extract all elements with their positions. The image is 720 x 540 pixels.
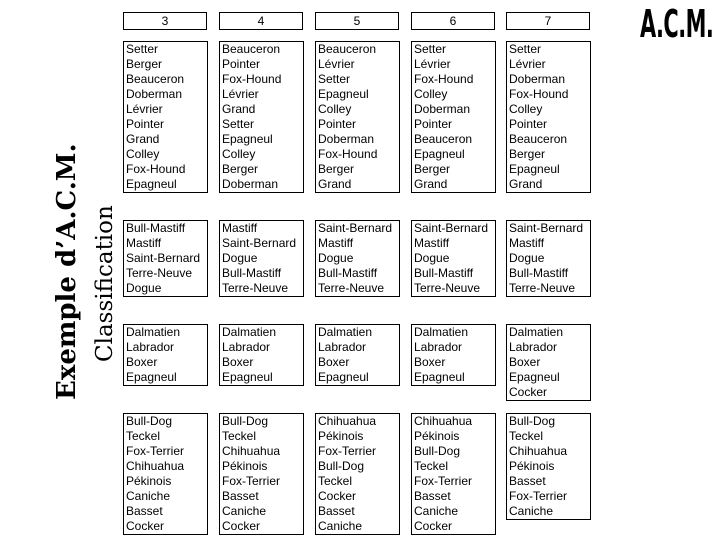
breed-item: Grand [414, 177, 448, 191]
breed-item: Colley [414, 87, 448, 101]
cluster-box [123, 41, 208, 193]
breed-item: Chihuahua [126, 459, 185, 473]
breed-item: Doberman [414, 102, 471, 116]
breed-item: Basset [509, 474, 546, 488]
breed-item: Epagneul [222, 132, 273, 146]
breed-item: Lévrier [126, 102, 163, 116]
breed-item: Bull-Mastiff [509, 266, 569, 280]
breed-item: Doberman [509, 72, 566, 86]
slide-title [24, 0, 118, 400]
breed-item: Fox-Hound [509, 87, 569, 101]
breed-item: Colley [126, 147, 160, 161]
breed-item: Dogue [126, 281, 162, 295]
breed-item: Dalmatien [126, 325, 181, 339]
breed-item: Berger [414, 162, 451, 176]
breed-item: Pointer [414, 117, 453, 131]
breed-item: Epagneul [509, 370, 560, 384]
breed-item: Epagneul [222, 370, 273, 384]
breed-item: Fox-Terrier [509, 489, 568, 503]
breed-item: Bull-Mastiff [318, 266, 378, 280]
breed-item: Labrador [318, 340, 367, 354]
cluster-box [411, 413, 496, 535]
breed-item: Bull-Mastiff [222, 266, 282, 280]
breed-item: Fox-Hound [318, 147, 378, 161]
breed-item: Caniche [126, 489, 171, 503]
cluster-box [411, 324, 496, 386]
breed-item: Teckel [222, 429, 257, 443]
breed-item: Terre-Neuve [126, 266, 193, 280]
breed-item: Grand [509, 177, 543, 191]
breed-item: Labrador [126, 340, 175, 354]
column-header-3: 3 [123, 12, 207, 30]
breed-item: Fox-Hound [126, 162, 186, 176]
cluster-box [506, 413, 591, 520]
breed-item: Mastiff [318, 236, 354, 250]
breed-item: Cocker [509, 385, 548, 399]
cluster-box [315, 220, 400, 297]
cluster-box [315, 324, 400, 386]
breed-item: Dogue [222, 251, 258, 265]
column-header-4: 4 [219, 12, 303, 30]
cluster-box [411, 41, 496, 193]
breed-item: Grand [222, 102, 256, 116]
breed-item: Chihuahua [509, 444, 568, 458]
breed-item: Labrador [222, 340, 271, 354]
breed-item: Setter [414, 42, 447, 56]
breed-item: Mastiff [126, 236, 162, 250]
breed-item: Fox-Terrier [126, 444, 185, 458]
breed-item: Basset [414, 489, 451, 503]
breed-item: Bull-Dog [414, 444, 461, 458]
breed-item: Saint-Bernard [318, 221, 393, 235]
cluster-box [506, 220, 591, 297]
breed-item: Caniche [414, 504, 459, 518]
breed-item: Terre-Neuve [509, 281, 576, 295]
breed-item: Bull-Dog [509, 414, 556, 428]
breed-item: Beauceron [414, 132, 473, 146]
breed-item: Lévrier [318, 57, 355, 71]
breed-item: Saint-Bernard [222, 236, 297, 250]
breed-item: Dalmatien [414, 325, 469, 339]
breed-item: Bull-Dog [318, 459, 365, 473]
breed-item: Labrador [414, 340, 463, 354]
breed-item: Bull-Mastiff [414, 266, 474, 280]
breed-item: Setter [509, 42, 542, 56]
breed-item: Basset [318, 504, 355, 518]
breed-item: Chihuahua [222, 444, 281, 458]
breed-item: Pékinois [126, 474, 172, 488]
breed-item: Saint-Bernard [414, 221, 489, 235]
breed-item: Mastiff [509, 236, 545, 250]
breed-item: Boxer [414, 355, 446, 369]
cluster-box [506, 41, 591, 193]
breed-item: Mastiff [222, 221, 258, 235]
breed-item: Beauceron [222, 42, 281, 56]
cluster-box [219, 41, 304, 193]
breed-item: Boxer [318, 355, 350, 369]
breed-item: Epagneul [318, 370, 369, 384]
breed-item: Pékinois [509, 459, 555, 473]
breed-item: Colley [318, 102, 352, 116]
breed-item: Basset [126, 504, 163, 518]
breed-item: Teckel [414, 459, 449, 473]
cluster-box [219, 324, 304, 386]
breed-item: Caniche [509, 504, 554, 518]
breed-item: Bull-Mastiff [126, 221, 186, 235]
breed-item: Lévrier [222, 87, 259, 101]
breed-item: Terre-Neuve [318, 281, 385, 295]
breed-item: Grand [126, 132, 160, 146]
breed-item: Mastiff [414, 236, 450, 250]
title-main: Exemple d’A.C.M. [52, 143, 82, 400]
breed-item: Teckel [509, 429, 544, 443]
breed-item: Epagneul [126, 177, 177, 191]
breed-item: Labrador [509, 340, 558, 354]
column-header-7: 7 [506, 12, 590, 30]
breed-item: Terre-Neuve [222, 281, 289, 295]
breed-item: Pékinois [318, 429, 364, 443]
breed-item: Dalmatien [509, 325, 564, 339]
breed-item: Pointer [126, 117, 165, 131]
breed-item: Grand [318, 177, 352, 191]
cluster-box [506, 324, 591, 401]
breed-item: Pointer [318, 117, 357, 131]
breed-item: Cocker [222, 519, 261, 533]
breed-item: Terre-Neuve [414, 281, 481, 295]
breed-item: Setter [318, 72, 351, 86]
column-header-6: 6 [411, 12, 495, 30]
breed-item: Colley [222, 147, 256, 161]
cluster-box [411, 220, 496, 297]
breed-item: Dogue [509, 251, 545, 265]
breed-item: Boxer [509, 355, 541, 369]
title-subtitle: Classification [92, 205, 118, 362]
breed-item: Dalmatien [222, 325, 277, 339]
breed-item: Caniche [222, 504, 267, 518]
breed-item: Dalmatien [318, 325, 373, 339]
acm-logo: A.C.M. [640, 2, 714, 46]
breed-item: Boxer [126, 355, 158, 369]
breed-item: Fox-Terrier [222, 474, 281, 488]
breed-item: Pointer [222, 57, 261, 71]
breed-item: Fox-Hound [222, 72, 282, 86]
breed-item: Cocker [126, 519, 165, 533]
breed-item: Beauceron [509, 132, 568, 146]
breed-item: Caniche [318, 519, 363, 533]
breed-item: Pékinois [222, 459, 268, 473]
breed-item: Lévrier [414, 57, 451, 71]
breed-item: Berger [126, 57, 163, 71]
breed-item: Epagneul [414, 147, 465, 161]
breed-item: Berger [318, 162, 355, 176]
breed-item: Epagneul [414, 370, 465, 384]
breed-item: Setter [222, 117, 255, 131]
breed-item: Bull-Dog [222, 414, 269, 428]
cluster-box [123, 413, 208, 535]
breed-item: Teckel [126, 429, 161, 443]
breed-item: Pointer [509, 117, 548, 131]
breed-item: Berger [222, 162, 259, 176]
breed-item: Saint-Bernard [509, 221, 584, 235]
breed-item: Cocker [318, 489, 357, 503]
cluster-box [123, 220, 208, 297]
breed-item: Colley [509, 102, 543, 116]
cluster-box [219, 413, 304, 535]
breed-item: Boxer [222, 355, 254, 369]
breed-item: Fox-Terrier [318, 444, 377, 458]
breed-item: Doberman [222, 177, 279, 191]
breed-item: Teckel [318, 474, 353, 488]
breed-item: Epagneul [509, 162, 560, 176]
breed-item: Berger [509, 147, 546, 161]
breed-item: Fox-Terrier [414, 474, 473, 488]
cluster-box [123, 324, 208, 386]
column-header-5: 5 [315, 12, 399, 30]
breed-item: Beauceron [318, 42, 377, 56]
cluster-box [315, 413, 400, 535]
breed-item: Chihuahua [414, 414, 473, 428]
breed-item: Setter [126, 42, 159, 56]
breed-item: Doberman [126, 87, 183, 101]
breed-item: Dogue [318, 251, 354, 265]
breed-item: Dogue [414, 251, 450, 265]
breed-item: Epagneul [318, 87, 369, 101]
cluster-box [315, 41, 400, 193]
breed-item: Doberman [318, 132, 375, 146]
breed-item: Saint-Bernard [126, 251, 201, 265]
breed-item: Pékinois [414, 429, 460, 443]
breed-item: Cocker [414, 519, 453, 533]
breed-item: Lévrier [509, 57, 546, 71]
breed-item: Bull-Dog [126, 414, 173, 428]
cluster-box [219, 220, 304, 297]
breed-item: Chihuahua [318, 414, 377, 428]
breed-item: Basset [222, 489, 259, 503]
breed-item: Beauceron [126, 72, 185, 86]
breed-item: Epagneul [126, 370, 177, 384]
breed-item: Fox-Hound [414, 72, 474, 86]
